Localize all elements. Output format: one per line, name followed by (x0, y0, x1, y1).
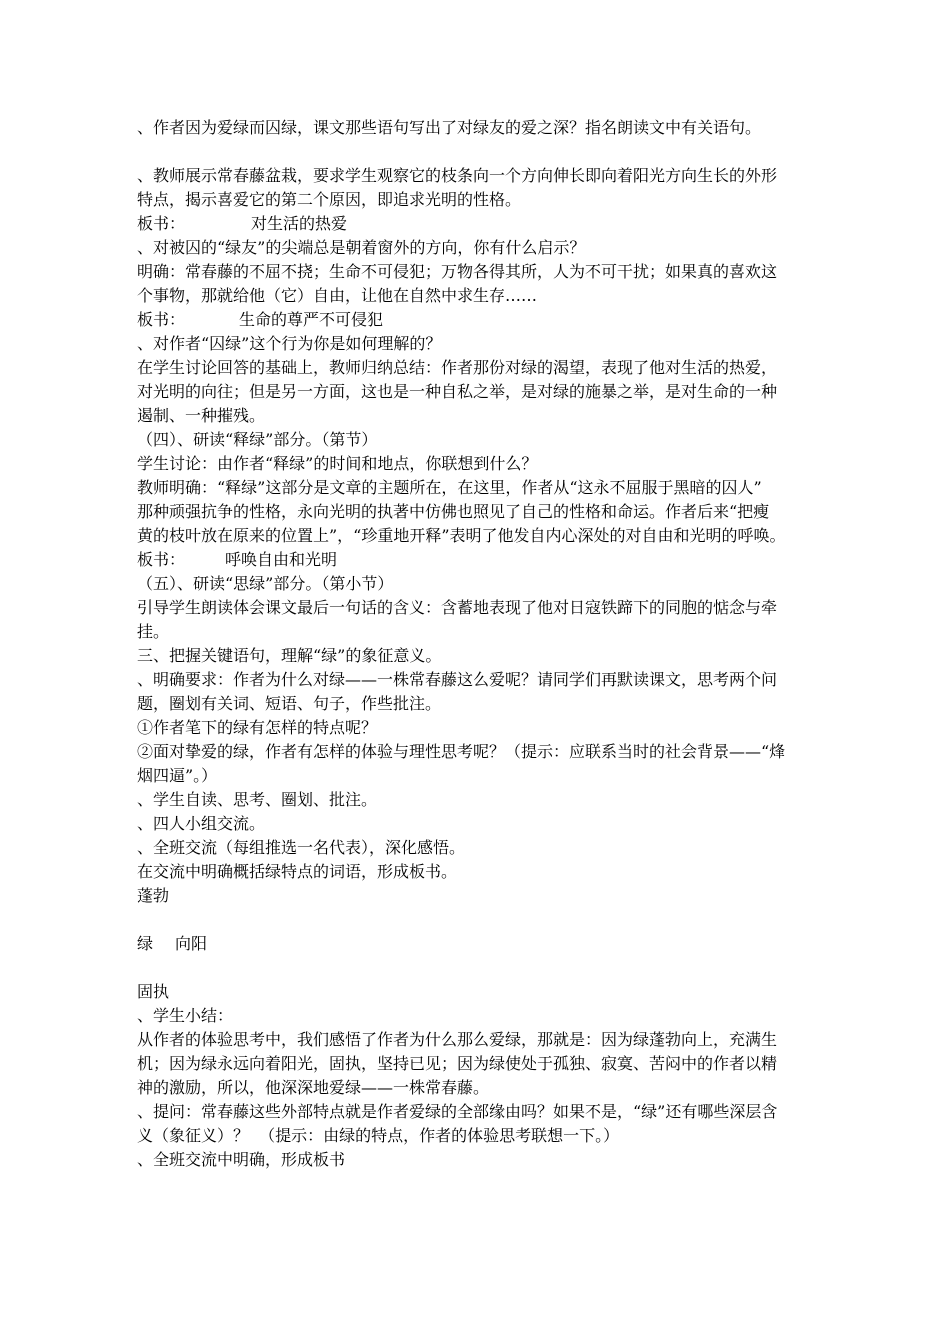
question-2 (137, 740, 827, 788)
text-line: 机；因为绿永远向着阳光，固执，坚持已见；因为绿使处于孤独、寂寞、苦闷中的作者以精 (137, 1054, 778, 1073)
board-label: 板书： (137, 214, 186, 233)
board-word-3 (137, 980, 169, 1004)
board-note-2 (137, 308, 383, 332)
paragraph-8 (137, 452, 537, 476)
paragraph-6 (137, 356, 827, 428)
text-line: 、全班交流中明确，形成板书 (137, 1150, 346, 1169)
paragraph-3 (137, 236, 585, 260)
paragraph-22 (137, 1100, 827, 1148)
text-line: 遏制、一种摧残。 (137, 406, 266, 425)
text-line: 义（象征义）？ （提示：由绿的特点，作者的体验思考联想一下。） (137, 1126, 620, 1145)
paragraph-9 (137, 476, 827, 548)
text-line: 神的激励，所以，他深深地爱绿——一株常春藤。 (137, 1078, 490, 1097)
section-heading-3 (137, 644, 441, 668)
paragraph-1 (137, 116, 761, 140)
board-word: 蓬勃 (137, 886, 170, 905)
paragraph-19 (137, 860, 457, 884)
text-line: 、作者因为爱绿而囚绿，课文那些语句写出了对绿友的爱之深？指名朗读文中有关语句。 (137, 118, 762, 137)
text-line: 、全班交流（每组推选一名代表），深化感悟。 (137, 838, 466, 857)
paragraph-2 (137, 164, 827, 212)
board-word-row (137, 932, 207, 956)
board-word-1 (137, 884, 169, 908)
text-line: 在学生讨论回答的基础上，教师归纳总结：作者那份对绿的渴望，表现了他对生活的热爱， (137, 358, 778, 377)
text-line: 对光明的向往；但是另一方面，这也是一种自私之举，是对绿的施暴之举，是对生命的一种 (137, 382, 778, 401)
paragraph-23 (137, 1148, 345, 1172)
board-note-3 (137, 548, 337, 572)
text-line: 、教师展示常春藤盆栽，要求学生观察它的枝条向一个方向伸长即向着阳光方向生长的外形 (137, 166, 778, 185)
paragraph-21 (137, 1028, 827, 1100)
text-line: 引导学生朗读体会课文最后一句话的含义：含蓄地表现了他对日寇铁蹄下的同胞的惦念与牵 (137, 598, 778, 617)
board-label: 板书： (137, 310, 186, 329)
paragraph-11 (137, 596, 827, 644)
text-line: 从作者的体验思考中，我们感悟了作者为什么那么爱绿，那就是：因为绿蓬勃向上，充满生 (137, 1030, 778, 1049)
question-1 (137, 716, 377, 740)
text-line: 明确：常春藤的不屈不挠；生命不可侵犯；万物各得其所，人为不可干扰；如果真的喜欢这 (137, 262, 778, 281)
text-line: 黄的枝叶放在原来的位置上”，“珍重地开释”表明了他发自内心深处的对自由和光明的呼唤。 (137, 526, 786, 545)
text-line: 、对作者“囚绿”这个行为你是如何理解的？ (137, 334, 442, 353)
text-line: 在交流中明确概括绿特点的词语，形成板书。 (137, 862, 458, 881)
paragraph-5 (137, 332, 441, 356)
text-line: 那种顽强抗争的性格，永向光明的执著中仿佛也照见了自己的性格和命运。作者后来“把瘦 (137, 502, 770, 521)
text-line: 、学生小结： (137, 1006, 234, 1025)
board-text: 生命的尊严不可侵犯 (239, 310, 384, 329)
paragraph-4 (137, 260, 827, 308)
text-line: 烟四逼”。） (137, 766, 218, 785)
section-heading-5 (137, 572, 393, 596)
text-line: （五）、研读“思绿”部分。（第小节） (137, 574, 394, 593)
text-line: （四）、研读“释绿”部分。（第节） (137, 430, 378, 449)
section-heading-4 (137, 428, 377, 452)
text-line: 、学生自读、思考、圈划、批注。 (137, 790, 378, 809)
text-line: 挂。 (137, 622, 170, 641)
board-word: 固执 (137, 982, 170, 1001)
text-line: 学生讨论：由作者“释绿”的时间和地点，你联想到什么？ (137, 454, 538, 473)
text-line: 三、把握关键语句，理解“绿”的象征意义。 (137, 646, 442, 665)
text-line: 教师明确：“释绿”这部分是文章的主题所在，在这里，作者从“这永不屈服于黑暗的囚人” (137, 478, 762, 497)
board-text: 对生活的热爱 (251, 214, 348, 233)
text-line: 、提问：常春藤这些外部特点就是作者爱绿的全部缘由吗？如果不是，“绿”还有哪些深层含 (137, 1102, 778, 1121)
paragraph-17 (137, 812, 265, 836)
paragraph-18 (137, 836, 465, 860)
board-text: 呼唤自由和光明 (225, 550, 338, 569)
board-word: 向阳 (175, 934, 208, 953)
text-line: 、明确要求：作者为什么对绿——一株常春藤这么爱呢？请同学们再默读课文，思考两个问 (137, 670, 778, 689)
paragraph-16 (137, 788, 377, 812)
paragraph-20 (137, 1004, 233, 1028)
text-line: ②面对挚爱的绿，作者有怎样的体验与理性思考呢？（提示：应联系当时的社会背景——“烽 (137, 742, 786, 761)
text-line: 特点，揭示喜爱它的第二个原因，即追求光明的性格。 (137, 190, 522, 209)
board-word: 绿 (137, 934, 154, 953)
board-label: 板书： (137, 550, 186, 569)
text-line: 、对被囚的“绿友”的尖端总是朝着窗外的方向，你有什么启示？ (137, 238, 586, 257)
text-line: 题，圈划有关词、短语、句子，作些批注。 (137, 694, 442, 713)
text-line: 、四人小组交流。 (137, 814, 266, 833)
paragraph-13 (137, 668, 827, 716)
text-line: ①作者笔下的绿有怎样的特点呢？ (137, 718, 378, 737)
board-note-1 (137, 212, 347, 236)
text-line: 个事物，那就给他（它）自由，让他在自然中求生存…… (137, 286, 538, 305)
